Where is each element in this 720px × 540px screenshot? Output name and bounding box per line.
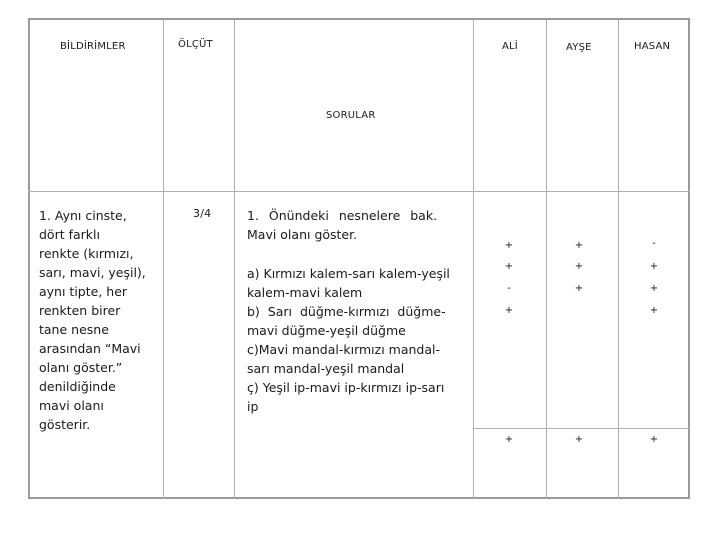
option-line: mavi düğme-yeşil düğme [247, 323, 406, 338]
bildirim-line: gösterir. [39, 417, 91, 432]
mark-hasan: + [649, 261, 659, 272]
mark-hasan: - [652, 238, 656, 249]
col-divider-4 [546, 19, 547, 499]
header-sorular: SORULAR [326, 110, 376, 121]
total-hasan: + [649, 434, 659, 445]
bildirim-line: dört farklı [39, 227, 100, 242]
mark-ayse: + [574, 261, 584, 272]
header-olcut: ÖLÇÜT [178, 39, 213, 50]
bildirim-line: aynı tipte, her [39, 284, 128, 299]
mark-ali: + [504, 261, 514, 272]
mark-ali: - [507, 283, 511, 294]
col-divider-1 [163, 19, 164, 499]
header-bildirimler: BİLDİRİMLER [60, 41, 126, 52]
mark-ayse: + [574, 240, 584, 251]
header-student-hasan: HASAN [634, 41, 671, 52]
mark-ali: + [504, 305, 514, 316]
bildirim-line: sarı, mavi, yeşil), [39, 265, 146, 280]
bildirim-line: denildiğinde [39, 379, 116, 394]
question-line: Mavi olanı göster. [247, 227, 358, 242]
col-divider-5 [618, 19, 619, 499]
mark-ali: + [504, 240, 514, 251]
total-ali: + [504, 434, 514, 445]
olcut-value: 3/4 [193, 207, 212, 220]
bildirim-line: renkten birer [39, 303, 121, 318]
option-line: c)Mavi mandal-kırmızı mandal- [247, 342, 440, 357]
bildirim-text [39, 206, 161, 434]
header-divider [28, 191, 690, 192]
option-line: kalem-mavi kalem [247, 285, 363, 300]
totals-divider [473, 428, 690, 429]
bildirim-line: olanı göster.” [39, 360, 123, 375]
option-line: b) Sarı düğme-kırmızı düğme- [247, 304, 446, 319]
option-line: sarı mandal-yeşil mandal [247, 361, 405, 376]
header-student-ali: ALİ [502, 41, 518, 52]
option-line: ip [247, 399, 259, 414]
bildirim-line: arasından “Mavi [39, 341, 141, 356]
question-line: 1. Önündeki nesnelere bak. [247, 208, 438, 223]
option-line: a) Kırmızı kalem-sarı kalem-yeşil [247, 266, 450, 281]
bildirim-line: renkte (kırmızı, [39, 246, 134, 261]
bildirim-line: tane nesne [39, 322, 109, 337]
bildirim-line: 1. Aynı cinste, [39, 208, 127, 223]
mark-hasan: + [649, 283, 659, 294]
mark-hasan: + [649, 305, 659, 316]
col-divider-2 [234, 19, 235, 499]
col-divider-3 [473, 19, 474, 499]
bildirim-line: mavi olanı [39, 398, 104, 413]
header-student-ayse: AYŞE [566, 42, 592, 53]
total-ayse: + [574, 434, 584, 445]
option-line: ç) Yeşil ip-mavi ip-kırmızı ip-sarı [247, 380, 445, 395]
question-intro [247, 206, 461, 244]
mark-ayse: + [574, 283, 584, 294]
question-options [247, 264, 465, 416]
